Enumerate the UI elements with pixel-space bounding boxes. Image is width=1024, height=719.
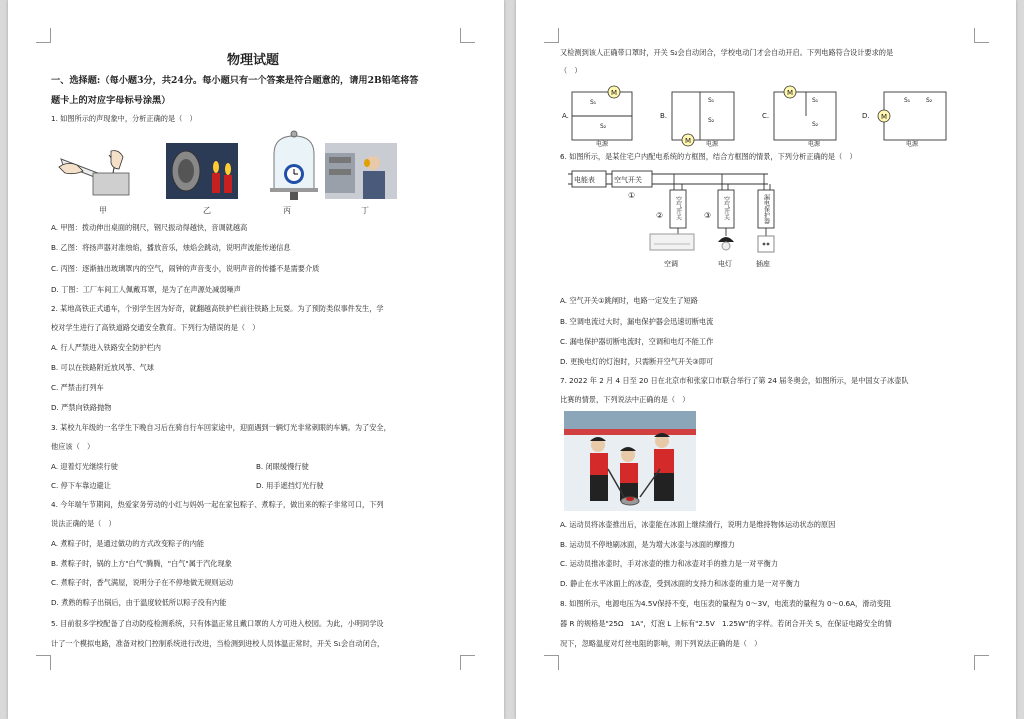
- q5-c-s1: S₁: [812, 97, 819, 104]
- q6-device-socket: 插座: [756, 260, 770, 268]
- page-title: 物理试题: [227, 53, 280, 68]
- q1-figure-factory-worker: [325, 143, 397, 199]
- q6-branch-switch-3: 漏电保护器: [762, 194, 770, 224]
- q7-option-b: B. 运动员不停地刷冰面，是为增大冰壶与冰面的摩擦力: [560, 540, 735, 549]
- q4-option-b: B. 煮粽子时，锅的上方"白气"腾腾，"白气"属于汽化现象: [51, 559, 232, 568]
- q6-branch-switch-2: 空气开关: [722, 196, 730, 220]
- q6-option-a: A. 空气开关①跳闸时，电路一定发生了短路: [560, 296, 698, 305]
- q6-circle-3: ③: [704, 211, 712, 220]
- q5-stem-line3: 又检测到该人正确带口罩时，开关 S₂会自动闭合，学校电动门才会自动开启。下列电路符合设计要求的是: [560, 48, 894, 57]
- q5-stem-cont: 计了一个模拟电路，准备对校门控制系统进行改进，当检测到进校人员体温正常时，开关 S₁会自动闭合，: [51, 639, 385, 648]
- q2-option-a: A. 行人严禁进入铁路安全防护栏内: [51, 343, 161, 352]
- q2-stem: 2. 某地高铁正式通车，个别学生因为好奇，就翻越高铁护栏前往铁路上玩耍。为了预防类似事件发生，学: [51, 304, 384, 313]
- crop-mark: [36, 28, 51, 43]
- q5-c-power: 电源: [808, 141, 821, 148]
- q4-option-c: C. 煮粽子时，香气满屋，说明分子在不停地做无规则运动: [51, 578, 234, 587]
- q5-d-motor: M: [881, 113, 888, 121]
- q1-figure-ruler: [53, 147, 135, 203]
- q7-stem-cont: 比赛的情景，下列说法中正确的是（ ）: [560, 395, 690, 404]
- q6-device-ac: 空调: [664, 260, 678, 268]
- q5-d-s1: S₁: [904, 97, 911, 104]
- q3-option-d: D. 用手遮挡灯光行驶: [256, 481, 324, 490]
- section-heading-cont: 题卡上的对应字母标号涂黑）: [51, 95, 171, 106]
- q5-d-s2: S₂: [926, 97, 933, 104]
- q2-option-c: C. 严禁击打列车: [51, 383, 104, 392]
- left-page[interactable]: [8, 0, 504, 719]
- q7-curling-photo: [564, 411, 696, 511]
- q5-b-power: 电源: [706, 141, 719, 148]
- q1-figure-bell-jar: [264, 130, 324, 202]
- q3-option-b: B. 闭眼缓慢行驶: [256, 462, 309, 471]
- crop-mark: [460, 28, 475, 43]
- q5-option-a-label: A.: [562, 112, 569, 120]
- q1-caption-bing: 丙: [283, 206, 291, 215]
- q2-option-d: D. 严禁向铁路抛物: [51, 403, 112, 412]
- q6-distribution-diagram: [568, 168, 798, 278]
- crop-mark: [544, 28, 559, 43]
- q1-caption-yi: 乙: [203, 206, 211, 215]
- q6-circle-1: ①: [628, 191, 636, 200]
- q2-option-b: B. 可以在铁路附近放风筝、气球: [51, 363, 154, 372]
- crop-mark: [974, 655, 989, 670]
- q6-circle-2: ②: [656, 211, 664, 220]
- q3-option-a: A. 迎着灯光继续行驶: [51, 462, 118, 471]
- q5-option-d-label: D.: [862, 112, 870, 120]
- q3-stem-cont: 他应该（ ）: [51, 442, 95, 451]
- q6-device-lamp: 电灯: [718, 260, 732, 268]
- q5-a-motor: M: [611, 89, 618, 97]
- q6-stem: 6. 如图所示，是某住宅户内配电系统的方框图，结合方框图的情景，下列分析正确的是（ ）: [560, 152, 857, 161]
- q4-option-a: A. 煮粽子时，是通过做功的方式改变粽子的内能: [51, 539, 205, 548]
- q1-caption-ding: 丁: [361, 206, 369, 215]
- q5-a-s2: S₂: [600, 123, 607, 130]
- q5-option-c-label: C.: [762, 112, 770, 120]
- q1-caption-jia: 甲: [99, 206, 107, 215]
- q1-option-b: B. 乙图：将扬声器对准烛焰，播放音乐，烛焰会跳动，说明声波能传递信息: [51, 243, 291, 252]
- q5-stem-line4: （ ）: [560, 66, 582, 75]
- q1-stem: 1. 如图所示的声现象中，分析正确的是（ ）: [51, 114, 197, 123]
- q4-stem-cont: 说法正确的是（ ）: [51, 519, 116, 528]
- q5-b-s2: S₂: [708, 117, 715, 124]
- q8-stem: 8. 如图所示，电源电压为4.5V保持不变，电压表的量程为 0～3V，电流表的量程为 0～0.6A，滑动变阻: [560, 599, 891, 608]
- q5-b-motor: M: [685, 137, 692, 145]
- q5-option-b-label: B.: [660, 112, 668, 120]
- q3-stem: 3. 某校九年级的一名学生下晚自习后在骑自行车回家途中，迎面遇到一辆灯光非常刺眼的车辆。为了安全，: [51, 423, 391, 432]
- crop-mark: [36, 655, 51, 670]
- q1-option-d: D. 丁图：工厂车间工人佩戴耳罩，是为了在声源处减弱噪声: [51, 285, 241, 294]
- q7-option-c: C. 运动员推冰壶时，手对冰壶的推力和冰壶对手的推力是一对平衡力: [560, 559, 779, 568]
- q6-main-switch: 空气开关: [614, 176, 642, 184]
- q8-stem-cont: 器 R 的规格是"25Ω 1A"，灯泡 L 上标有"2.5V 1.25W"的字样。若闭合开关 S，在保证电路安全的情: [560, 619, 892, 628]
- q5-c-motor: M: [787, 89, 794, 97]
- q6-option-d: D. 更换电灯的灯泡时，只需断开空气开关③即可: [560, 357, 714, 366]
- q5-a-power: 电源: [596, 141, 609, 148]
- q8-stem-cont2: 况下，忽略温度对灯丝电阻的影响，则下列说法正确的是（ ）: [560, 639, 762, 648]
- q1-option-a: A. 甲图：拨动伸出桌面的钢尺，钢尺振动得越快，音调就越高: [51, 223, 248, 232]
- right-page[interactable]: [516, 0, 1016, 719]
- q6-branch-switch-1: 空气开关: [674, 196, 682, 220]
- q4-stem: 4. 今年端午节期间，热爱家务劳动的小红与妈妈一起在家包粽子、煮粽子，做出来的粽子非常可口，下列: [51, 500, 384, 509]
- crop-mark: [460, 655, 475, 670]
- q7-option-a: A. 运动员将冰壶推出后，冰壶能在冰面上继续滑行，说明力是维持物体运动状态的原因: [560, 520, 836, 529]
- q3-option-c: C. 停下车靠边避让: [51, 481, 111, 490]
- q5-b-s1: S₁: [708, 97, 715, 104]
- q6-meter: 电能表: [574, 176, 595, 184]
- q6-option-c: C. 漏电保护器切断电流时，空调和电灯不能工作: [560, 337, 714, 346]
- crop-mark: [974, 28, 989, 43]
- q6-option-b: B. 空调电流过大时，漏电保护器会迅速切断电流: [560, 317, 714, 326]
- q5-stem: 5. 目前很多学校配备了自动防疫检测系统，只有体温正常且戴口罩的人方可进入校园。为此，小明同学设: [51, 619, 384, 628]
- q7-stem: 7. 2022 年 2 月 4 日至 20 日在北京市和张家口市联合举行了第 24 届冬奥会，如图所示，是中国女子冰壶队: [560, 376, 909, 385]
- crop-mark: [544, 655, 559, 670]
- q7-option-d: D. 静止在水平冰面上的冰壶，受到冰面的支持力和冰壶的重力是一对平衡力: [560, 579, 801, 588]
- q5-circuit-options: [560, 82, 1000, 148]
- q5-a-s1: S₁: [590, 99, 597, 106]
- q5-d-power: 电源: [906, 141, 919, 148]
- q2-stem-cont: 校对学生进行了高铁道路交通安全教育。下列行为错误的是（ ）: [51, 323, 260, 332]
- section-heading: 一、选择题:（每小题3分，共24分。每小题只有一个答案是符合题意的，请用2B铅笔将答: [51, 75, 419, 86]
- q1-figure-speaker-candle: [166, 143, 238, 199]
- q4-option-d: D. 煮熟的粽子出锅后，由于温度较低所以粽子没有内能: [51, 598, 227, 607]
- q1-option-c: C. 丙图：逐渐抽出玻璃罩内的空气，闹钟的声音变小，说明声音的传播不是需要介质: [51, 264, 320, 273]
- q5-c-s2: S₂: [812, 121, 819, 128]
